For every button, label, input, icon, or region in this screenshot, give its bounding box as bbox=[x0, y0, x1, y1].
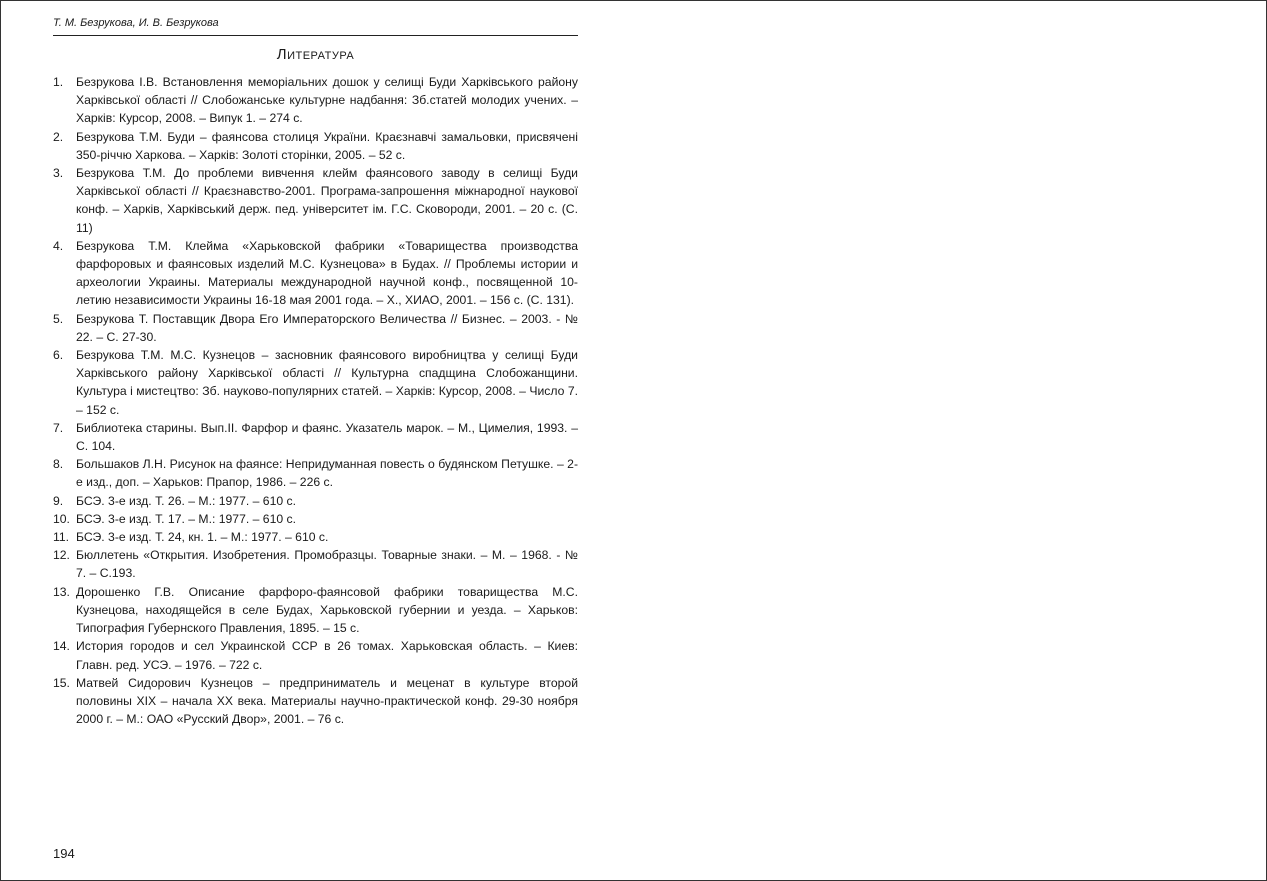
reference-item bbox=[53, 528, 578, 546]
reference-number: 2. bbox=[53, 129, 64, 144]
reference-number: 4. bbox=[53, 238, 64, 253]
reference-item bbox=[53, 546, 578, 582]
reference-number: 11. bbox=[53, 530, 70, 545]
running-head: Т. М. Безрукова, И. В. Безрукова bbox=[53, 15, 578, 36]
reference-text: Безрукова Т. Поставщик Двора Его Императорского Величества // Бизнес. – 2003. - № 22. – С. 27-30. bbox=[76, 311, 578, 344]
reference-list bbox=[53, 73, 578, 728]
reference-item bbox=[53, 237, 578, 310]
reference-item bbox=[53, 164, 578, 237]
reference-number: 5. bbox=[53, 311, 64, 326]
reference-item bbox=[53, 455, 578, 491]
reference-number: 9. bbox=[53, 493, 64, 508]
reference-number: 8. bbox=[53, 457, 64, 472]
reference-text: Безрукова Т.М. Буди – фаянсова столиця України. Краєзнавчі замальовки, присвячені 350-річчю Харкова. – Харків: Золоті сторінки, 2005. – 52 с. bbox=[76, 129, 578, 162]
reference-item bbox=[53, 419, 578, 455]
reference-number: 7. bbox=[53, 420, 64, 435]
reference-text: Библиотека старины. Вып.II. Фарфор и фаянс. Указатель марок. – М., Цимелия, 1993. – С. 104. bbox=[76, 420, 578, 454]
reference-number: 14. bbox=[53, 639, 70, 654]
reference-number: 13. bbox=[53, 584, 70, 599]
reference-number: 1. bbox=[53, 75, 64, 89]
reference-item bbox=[53, 674, 578, 729]
reference-number: 15. bbox=[53, 675, 70, 690]
reference-text: Безрукова Т.М. До проблеми вивчення клейм фаянсового заводу в селищі Буди Харківської області // Краєзнавство-2001. Програма-запрошення міжнародної наукової конф. – Харків, Харківський держ. пед. університет ім. Г.С. Сковороди, 2001. – 20 с. (С. 11) bbox=[76, 166, 578, 235]
reference-item bbox=[53, 583, 578, 638]
reference-number: 12. bbox=[53, 548, 70, 563]
reference-text: БСЭ. 3-е изд. Т. 26. – М.: 1977. – 610 с. bbox=[76, 493, 296, 508]
reference-text: Большаков Л.Н. Рисунок на фаянсе: Непридуманная повесть о будянском Петушке. – 2-е изд., доп. – Харьков: Прапор, 1986. – 226 с. bbox=[76, 457, 578, 490]
reference-text: БСЭ. 3-е изд. Т. 24, кн. 1. – М.: 1977. – 610 с. bbox=[76, 530, 329, 545]
reference-item bbox=[53, 637, 578, 673]
reference-number: 6. bbox=[53, 348, 64, 363]
page-number: 194 bbox=[53, 846, 75, 861]
left-page bbox=[53, 15, 578, 728]
reference-text: История городов и сел Украинской ССР в 26 томах. Харьковская область. – Киев: Главн. ред. УСЭ. – 1976. – 722 с. bbox=[76, 639, 578, 672]
reference-item bbox=[53, 346, 578, 419]
section-title: Литература bbox=[276, 46, 355, 63]
reference-item bbox=[53, 510, 578, 528]
reference-number: 3. bbox=[53, 166, 64, 181]
reference-text: Матвей Сидорович Кузнецов – предприниматель и меценат в культуре второй половины XIX – начала XX века. Материалы научно-практической конф. 29-30 ноября 2000 г. – М.: ОАО «Русский Двор», 2001. – 76 с. bbox=[76, 675, 578, 727]
reference-number: 10. bbox=[53, 511, 70, 526]
reference-item bbox=[53, 492, 578, 510]
reference-text: Бюллетень «Открытия. Изобретения. Промобразцы. Товарные знаки. – М. – 1968. - № 7. – С.193. bbox=[76, 548, 578, 581]
reference-item bbox=[53, 73, 578, 128]
reference-text: Безрукова Т.М. М.С. Кузнецов – засновник фаянсового виробництва у селищі Буди Харківського району Харківської області // Культурна спадщина Слобожанщини. Культура і мистецтво: Зб. науково-популярних статей. – Харків: Курсор, 2008. – Число 7. – 152 с. bbox=[76, 348, 578, 417]
reference-item bbox=[53, 310, 578, 346]
reference-text: Дорошенко Г.В. Описание фарфоро-фаянсовой фабрики товарищества М.С. Кузнецова, находящейся в селе Будах, Харьковской губернии и уезда. – Харьков: Типография Губернского Правления, 1895. – 15 с. bbox=[76, 584, 578, 636]
reference-text: Безрукова І.В. Встановлення меморіальних дошок у селищі Буди Харківського району Харківської області // Слобожанське культурне надбання: Зб.статей молодих учених. – Харків: Курсор, 2008. – Випук 1. – 274 с. bbox=[76, 75, 578, 126]
reference-item bbox=[53, 128, 578, 164]
reference-text: Безрукова Т.М. Клейма «Харьковской фабрики «Товарищества производства фарфоровых и фаянсовых изделий М.С. Кузнецова» в Будах. // Проблемы истории и археологии Украины. Материалы международной научной конф., посвященной 10-летию независимости Украины 16-18 мая 2001 года. – Х., ХИАО, 2001. – 156 с. (С. 131). bbox=[76, 238, 578, 308]
reference-text: БСЭ. 3-е изд. Т. 17. – М.: 1977. – 610 с. bbox=[76, 511, 296, 526]
